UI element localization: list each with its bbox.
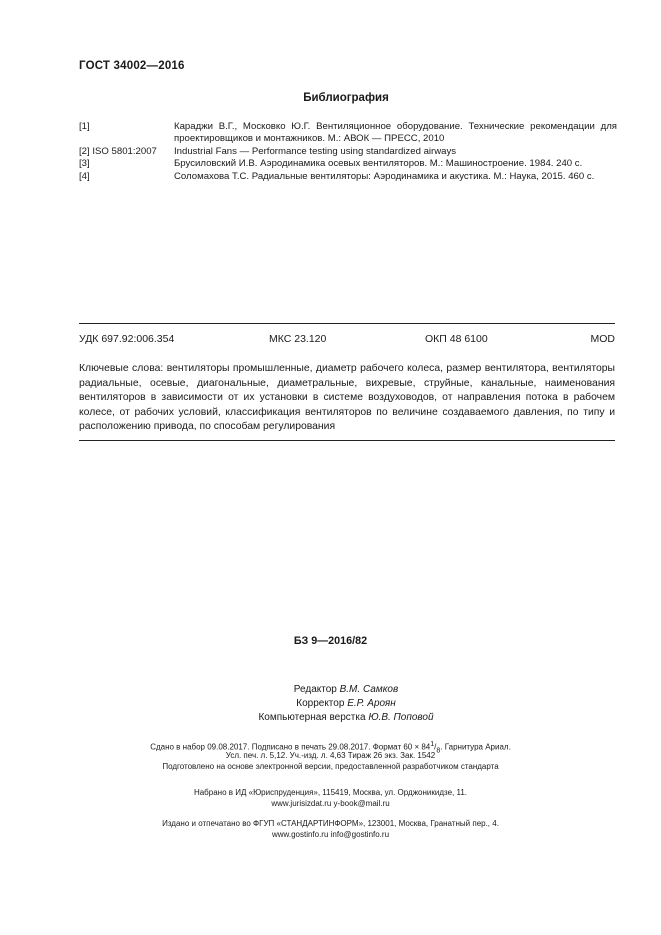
format-numerator: 1 [430, 741, 435, 748]
udk-code: УДК 697.92:006.354 [79, 333, 175, 345]
bibliography-entry-number: [4] [79, 170, 90, 182]
keywords-label: Ключевые слова: [79, 363, 164, 374]
editor-name: В.М. Самков [339, 684, 399, 695]
imprint-prepared-note: Подготовлено на основе электронной версии, предоставленной разработчиком стандарта [162, 762, 499, 771]
mod-mark: MOD [590, 333, 615, 345]
editor-line [0, 683, 661, 697]
imprint-print-sheets: Усл. печ. л. 5,12. Уч.-изд. л. 4,63 Тираж 26 экз. Зак. 1542 [225, 751, 436, 760]
bibliography-entry-number: [1] [79, 121, 90, 132]
imprint-published-contacts: www.gostinfo.ru info@gostinfo.ru [271, 830, 390, 839]
corrector-line [0, 697, 661, 711]
imprint-signed-text: Сдано в набор 09.08.2017. Подписано в печать 29.08.2017. Формат 60 × 84 [150, 742, 431, 752]
bibliography-title: Библиография [303, 92, 389, 104]
bottom-divider [79, 440, 615, 441]
imprint-signed: Сдано в набор 09.08.2017. Подписано в печать 29.08.2017. Формат $60 \times 84^1/_8$. Гарнитура Ариал. [150, 741, 511, 755]
imprint-typeset-contacts: www.jurisizdat.ru y-book@mail.ru [271, 799, 390, 808]
bibliography-entry-number: [2] ISO 5801:2007 [79, 145, 157, 157]
bibliography-entry-text: Industrial Fans — Performance testing using standardized airways [174, 145, 457, 157]
top-divider [79, 323, 615, 324]
editor-role: Редактор [293, 684, 337, 695]
okp-code: ОКП 48 6100 [425, 333, 488, 345]
keywords-paragraph [79, 362, 615, 435]
bibliography-entry-text: Караджи В.Г., Московко Ю.Г. Вентиляционное оборудование. Технические рекомендации для проектировщиков и монтажников. М.: АВОК — ПРЕСС, 2010 [174, 121, 617, 145]
imprint-typeset-by: Набрано в ИД «Юриспруденция», 115419, Москва, ул. Орджоникидзе, 11. [193, 788, 468, 797]
layout-role: Компьютерная верстка [258, 711, 366, 723]
bibliography-entry-text: Соломахова Т.С. Радиальные вентиляторы: Аэродинамика и акустика. М.: Наука, 2015. 460 с. [174, 170, 595, 182]
bibliography-entry-number: [3] [79, 158, 90, 170]
imprint-typeface: . Гарнитура Ариал. [440, 742, 511, 752]
staff-credits [0, 683, 661, 724]
layout-line [0, 711, 661, 725]
corrector-name: Е.Р. Ароян [347, 697, 396, 709]
corrector-role: Корректор [296, 697, 345, 709]
format-denominator: 8 [436, 747, 441, 755]
bz-number: БЗ 9—2016/82 [293, 635, 368, 647]
layout-name: Ю.В. Поповой [368, 711, 434, 723]
bibliography-entry [79, 158, 617, 170]
bibliography-entry [79, 121, 617, 146]
bibliography-entry [79, 146, 617, 158]
mks-code: МКС 23.120 [269, 333, 327, 345]
bibliography-entry [79, 171, 617, 183]
bibliography-entry-text: Брусиловский И.В. Аэродинамика осевых вентиляторов. М.: Машиностроение. 1984. 240 с. [174, 158, 583, 170]
standard-code: ГОСТ 34002—2016 [79, 60, 185, 72]
keywords-text: вентиляторы промышленные, диаметр рабочего колеса, размер вентилятора, вентиляторы радиальные, осевые, диагональные, диаметральные, вихревые, струйные, канальные, наименования вентиляторов в зависимости от их установки в системе воздуховодов, от направления потока в рабочем колесе, от рабочих условий, классификация вентиляторов по величине создаваемого давления, по типу и расположению привода, по способам регулирования [79, 363, 616, 433]
imprint-published-by: Издано и отпечатано во ФГУП «СТАНДАРТИНФОРМ», 123001, Москва, Гранатный пер., 4. [162, 819, 499, 828]
bibliography-list [79, 121, 617, 183]
